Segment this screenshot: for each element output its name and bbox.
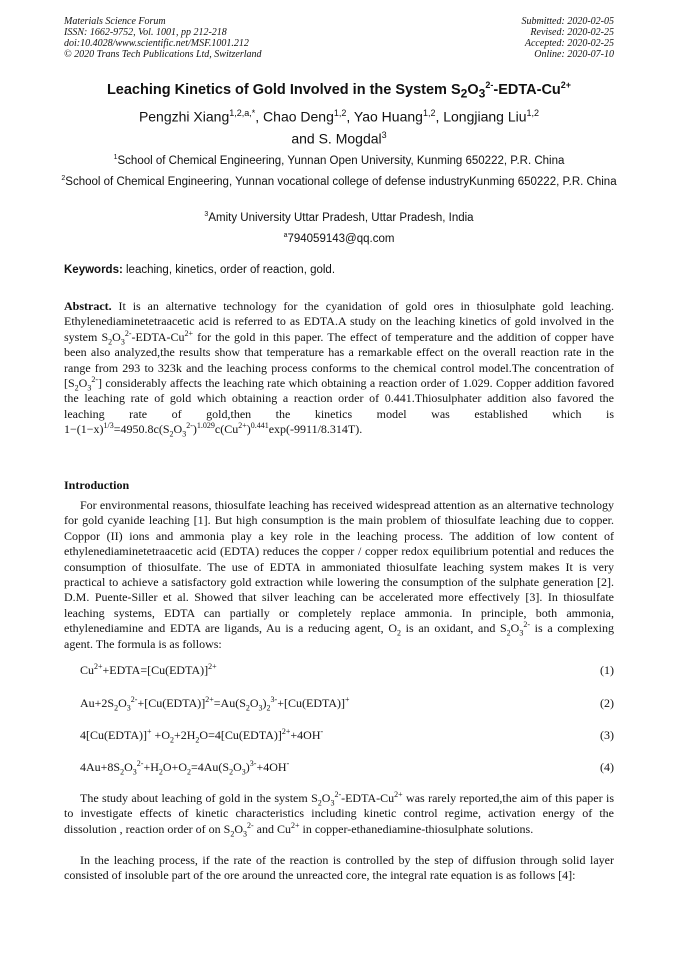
- section-heading-introduction: Introduction: [64, 478, 130, 492]
- equation-number: (2): [600, 696, 614, 710]
- journal-name: Materials Science Forum: [64, 16, 166, 27]
- submitted-date: Submitted: 2020-02-05: [521, 16, 614, 27]
- abstract-paragraph: Abstract. It is an alternative technology for the cyanidation of gold ores in thiosulphate gold leaching. Ethylenediaminetetraacetic acid is referred to as EDTA.A study on the leaching kinetics of gold involved in the system $S_2O_3^{2-}-EDTA-Cu^{2+}$ for the gold in this paper. The effect of temperature and the addition of copper have been also analyzed,the results show that temperature has a remarkable effect on the overall reaction rate in the range from 293 to 323k and the leaching process conforms to the chemical control model.The concentration of $[S_2O_3^{2-}]$ considerably affects the leaching rate which obtaining a reaction order of 1.029. Copper addition favored the leaching rate of gold which obtaining a reaction order of 0.441.Thiosulphater addition also favored the leaching rate of gold,then the kinetics model was established which is $1-(1-x)^{1/3}=4950.8c(S_2O_3^{2-})^{1.029}c(Cu^{2+})^{0.441}\exp(-9911/8.314T)$.: [64, 299, 615, 439]
- accepted-date: Accepted: 2020-02-25: [524, 38, 614, 49]
- revised-date: Revised: 2020-02-25: [530, 27, 614, 38]
- equation-3: 4[Cu(EDTA)]+ $+O_2+2H_2O=4[Cu(EDTA)]^{2+}+4OH^-$ (3): [80, 727, 614, 745]
- equation-number: (1): [600, 663, 614, 677]
- intro-paragraph-2: The study about leaching of gold in the system $S_2O_3^{2-}-EDTA-Cu^{2+}$ was rarely reported,the aim of this paper is to investigate effects of kinetic characteristics including kinetic control regime, activation energy of the dissolution , reaction order of on $S_2O_3^{2-}$ and $Cu^{2+}$ in copper-ethanediamine-thiosulphate solutions.: [64, 790, 614, 839]
- intro-paragraph-1: For environmental reasons, thiosulfate leaching has received widespread attention as an alternative technology for gold cyanide leaching [1]. But high consumption is the main problem of thiosulfate leaching due to copper. Coppor (II) ions and ammonia play a key role in the leaching process. The addition of low content of ethylenediaminetetraacetic acid (EDTA) reduces the copper / copper redox equilibrium potential and reduces the consumption of thiosulfate. The use of EDTA in ammoniated thiosulfate leaching system makes It is very practical to achieve a satisfactory gold extraction while lowering the consumption of the sulphate generation [2]. D.M. Puente-Siller et al. Showed that silver leaching can be accelerated more effectively [3]. In thiosulfate leaching systems, EDTA can partially or completely replace ammonia. In principle, both ammonia, ethylenediamine and EDTA are ligands, Au is a reducing agent, $O_2$ is an oxidant, and $S_2O_3^{2-}$ is a complexing agent. The formula is as follows:: [64, 498, 615, 651]
- author-list: Pengzhi Xiang$^{1,2,a,*}$, Chao Deng$^{1,2}$, Yao Huang$^{1,2}$, Longjiang Liu$^{1,2}$ and S. Mogdal$^3$: [138, 108, 540, 147]
- affiliation-3: $^3$Amity University Uttar Pradesh, Uttar Pradesh, India: [204, 211, 474, 224]
- equation-number: (4): [600, 760, 614, 774]
- equation-4: $4Au+8S_2O_3^{2-}+H_2O+O_2=4Au(S_2O_3)^{3-}+4OH^-$ (4): [80, 759, 614, 777]
- equation-number: (3): [600, 728, 614, 742]
- header-left: [64, 16, 262, 60]
- copyright-line: © 2020 Trans Tech Publications Ltd, Switzerland: [64, 49, 262, 60]
- online-date: Online: 2020-07-10: [534, 49, 614, 60]
- header-right: [522, 16, 615, 60]
- affiliation-2: $^2$School of Chemical Engineering, Yunnan vocational college of defense industryKunming 650222, P.R. China: [61, 175, 617, 188]
- author-email: $^a$794059143@qq.com: [283, 232, 395, 245]
- paper-title: Leaching Kinetics of Gold Involved in the System $S_2O_3^{2-}-EDTA-Cu^{2+}$: [106, 80, 572, 101]
- doi-line: doi:10.4028/www.scientific.net/MSF.1001.212: [64, 38, 249, 49]
- equation-2: $Au+2S_2O_3^{2-}+[Cu(EDTA)]^{2+}=Au(S_2O_3)_2^{3-}+[Cu(EDTA)]^+$ (2): [80, 695, 614, 713]
- equation-1: $Cu^{2+}+EDTA=[Cu(EDTA)]^{2+}$ (1): [80, 662, 614, 677]
- keywords-line: Keywords: leaching, kinetics, order of reaction, gold.: [64, 264, 336, 276]
- intro-paragraph-3: In the leaching process, if the rate of the reaction is controlled by the step of diffusion through solid layer consisted of insoluble part of the ore around the unreacted core, the integral rate equation is as follows [4]:: [64, 853, 614, 883]
- affiliation-1: $^1$School of Chemical Engineering, Yunnan Open University, Kunming 650222, P.R. China: [113, 154, 565, 167]
- issn-line: ISSN: 1662-9752, Vol. 1001, pp 212-218: [64, 27, 227, 38]
